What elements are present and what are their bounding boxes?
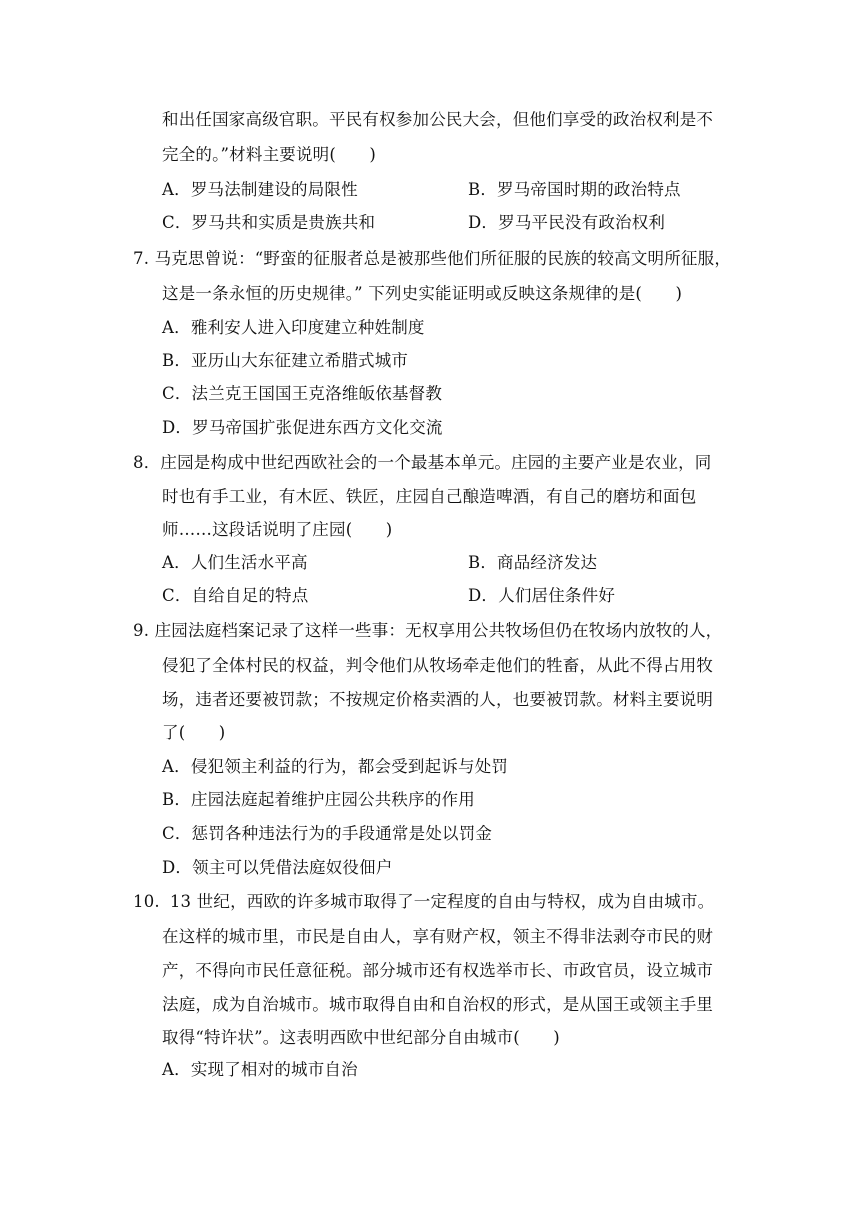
q10-stem-line-4: 法庭，成为自治城市。城市取得自由和自治权的形式，是从国王或领主手里 bbox=[162, 995, 714, 1014]
q9-stem-line-2: 侵犯了全体村民的权益，判令他们从牧场牵走他们的牲畜，从此不得占用牧 bbox=[162, 656, 714, 675]
q8-stem-line-2: 时也有手工业，有木匠、铁匠，庄园自己酿造啤酒，有自己的磨坊和面包 bbox=[162, 487, 697, 506]
q7-option-a[interactable]: A．雅利安人进入印度建立种姓制度 bbox=[162, 318, 425, 337]
q7-option-d[interactable]: D．罗马帝国扩张促进东西方文化交流 bbox=[162, 418, 443, 437]
q6-option-a[interactable]: A．罗马法制建设的局限性 bbox=[162, 180, 358, 199]
q10-stem-line-5: 取得“特许状”。这表明西欧中世纪部分自由城市( ) bbox=[162, 1028, 560, 1047]
q8-option-b[interactable]: B．商品经济发达 bbox=[468, 553, 598, 572]
q8-option-c[interactable]: C．自给自足的特点 bbox=[162, 586, 309, 605]
q9-stem-line-1: 9. 庄园法庭档案记录了这样一些事：无权享用公共牧场但仍在牧场内放牧的人， bbox=[133, 621, 723, 640]
q7-stem-line-2: 这是一条永恒的历史规律。” 下列史实能证明或反映这条规律的是( ) bbox=[162, 284, 683, 303]
q9-option-d[interactable]: D．领主可以凭借法庭奴役佃户 bbox=[162, 858, 393, 877]
q10-stem-line-3: 产，不得向市民任意征税。部分城市还有权选举市长、市政官员，设立城市 bbox=[162, 961, 714, 980]
q10-stem-text-1: 13 世纪，西欧的许多城市取得了一定程度的自由与特权，成为自由城市。 bbox=[169, 892, 715, 911]
q9-option-c[interactable]: C．惩罚各种违法行为的手段通常是处以罚金 bbox=[162, 824, 493, 843]
q9-option-b[interactable]: B．庄园法庭起着维护庄园公共秩序的作用 bbox=[162, 790, 475, 809]
q8-stem-line-3: 师……这段话说明了庄园( ) bbox=[162, 520, 393, 539]
q10-stem-line-1 bbox=[133, 891, 714, 913]
q6-option-d[interactable]: D．罗马平民没有政治权利 bbox=[468, 213, 666, 232]
q9-stem-line-4: 了( ) bbox=[162, 723, 226, 742]
q10-option-a[interactable]: A．实现了相对的城市自治 bbox=[162, 1060, 358, 1079]
q7-stem-line-1: 7. 马克思曾说：“野蛮的征服者总是被那些他们所征服的民族的较高文明所征服， bbox=[133, 249, 732, 268]
q7-option-b[interactable]: B．亚历山大东征建立希腊式城市 bbox=[162, 351, 409, 370]
q6-stem-line-2: 完全的。”材料主要说明( ) bbox=[162, 145, 377, 164]
q10-number: 10. bbox=[133, 892, 160, 911]
q7-option-c[interactable]: C．法兰克王国国王克洛维皈依基督教 bbox=[162, 384, 443, 403]
q6-option-b[interactable]: B．罗马帝国时期的政治特点 bbox=[468, 180, 681, 199]
q8-option-a[interactable]: A．人们生活水平高 bbox=[162, 553, 308, 572]
q6-stem-line-1: 和出任国家高级官职。平民有权参加公民大会，但他们享受的政治权利是不 bbox=[162, 110, 714, 129]
q9-stem-line-3: 场，违者还要被罚款；不按规定价格卖酒的人，也要被罚款。材料主要说明 bbox=[162, 690, 714, 709]
q8-option-d[interactable]: D．人们居住条件好 bbox=[468, 586, 616, 605]
q8-stem-line-1: 8．庄园是构成中世纪西欧社会的一个最基本单元。庄园的主要产业是农业，同 bbox=[133, 453, 712, 472]
q6-option-c[interactable]: C．罗马共和实质是贵族共和 bbox=[162, 213, 376, 232]
q9-option-a[interactable]: A．侵犯领主利益的行为，都会受到起诉与处罚 bbox=[162, 757, 509, 776]
q10-stem-line-2: 在这样的城市里，市民是自由人，享有财产权，领主不得非法剥夺市民的财 bbox=[162, 927, 714, 946]
